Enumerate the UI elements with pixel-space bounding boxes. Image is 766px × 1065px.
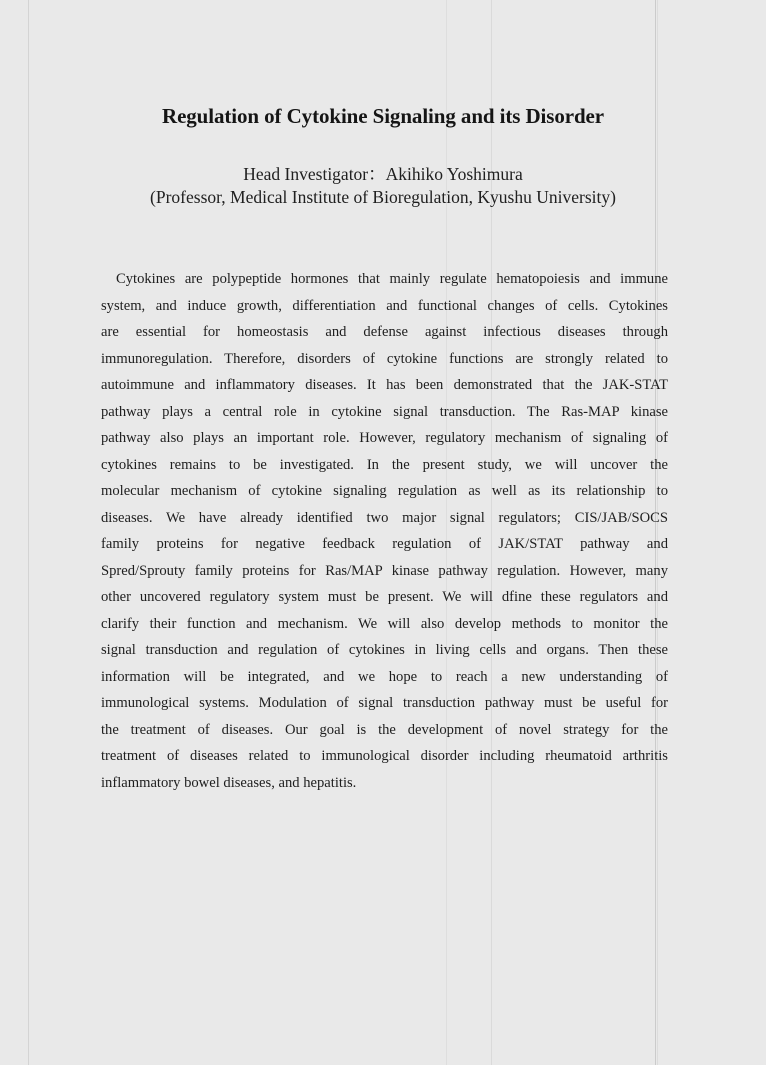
body-line: signal transduction and regulation of cytokines in living cells and organs. Then these	[101, 642, 668, 658]
body-line: molecular mechanism of cytokine signaling regulation as well as its relationship to	[101, 483, 668, 499]
body-line: treatment of diseases related to immunological disorder including rheumatoid arthritis	[101, 748, 668, 764]
body-line: clarify their function and mechanism. We will also develop methods to monitor the	[101, 615, 668, 632]
body-line: are essential for homeostasis and defense against infectious diseases through	[101, 324, 668, 340]
body-line: other uncovered regulatory system must be present. We will dfine these regulators and	[101, 589, 668, 605]
head-investigator: Head Investigator：Akihiko Yoshimura	[243, 164, 523, 184]
body-line: Cytokines are polypeptide hormones that mainly regulate hematopoiesis and immune	[116, 271, 668, 287]
body-line: the treatment of diseases. Our goal is the development of novel strategy for the	[101, 721, 668, 738]
body-line: pathway also plays an important role. However, regulatory mechanism of signaling of	[101, 430, 668, 446]
body-line: inflammatory bowel diseases, and hepatitis.	[101, 774, 357, 791]
body-line: immunological systems. Modulation of signal transduction pathway must be useful for	[101, 695, 668, 711]
body-line: family proteins for negative feedback regulation of JAK/STAT pathway and	[101, 536, 668, 552]
body-line: pathway plays a central role in cytokine signal transduction. The Ras-MAP kinase	[101, 403, 668, 420]
body-line: system, and induce growth, differentiation and functional changes of cells. Cytokines	[101, 297, 668, 314]
investigator-affiliation: (Professor, Medical Institute of Bioregulation, Kyushu University)	[150, 187, 616, 207]
body-line: autoimmune and inflammatory diseases. It has been demonstrated that the JAK-STAT	[101, 377, 668, 393]
body-line: Spred/Sprouty family proteins for Ras/MAP kinase pathway regulation. However, many	[101, 562, 668, 579]
body-line: cytokines remains to be investigated. In the present study, we will uncover the	[101, 456, 668, 473]
body-line: immunoregulation. Therefore, disorders of cytokine functions are strongly related to	[101, 350, 668, 367]
body-line: information will be integrated, and we hope to reach a new understanding of	[101, 668, 668, 685]
document-title: Regulation of Cytokine Signaling and its Disorder	[162, 104, 604, 128]
body-line: diseases. We have already identified two major signal regulators; CIS/JAB/SOCS	[101, 509, 668, 526]
abstract-body	[101, 266, 668, 796]
